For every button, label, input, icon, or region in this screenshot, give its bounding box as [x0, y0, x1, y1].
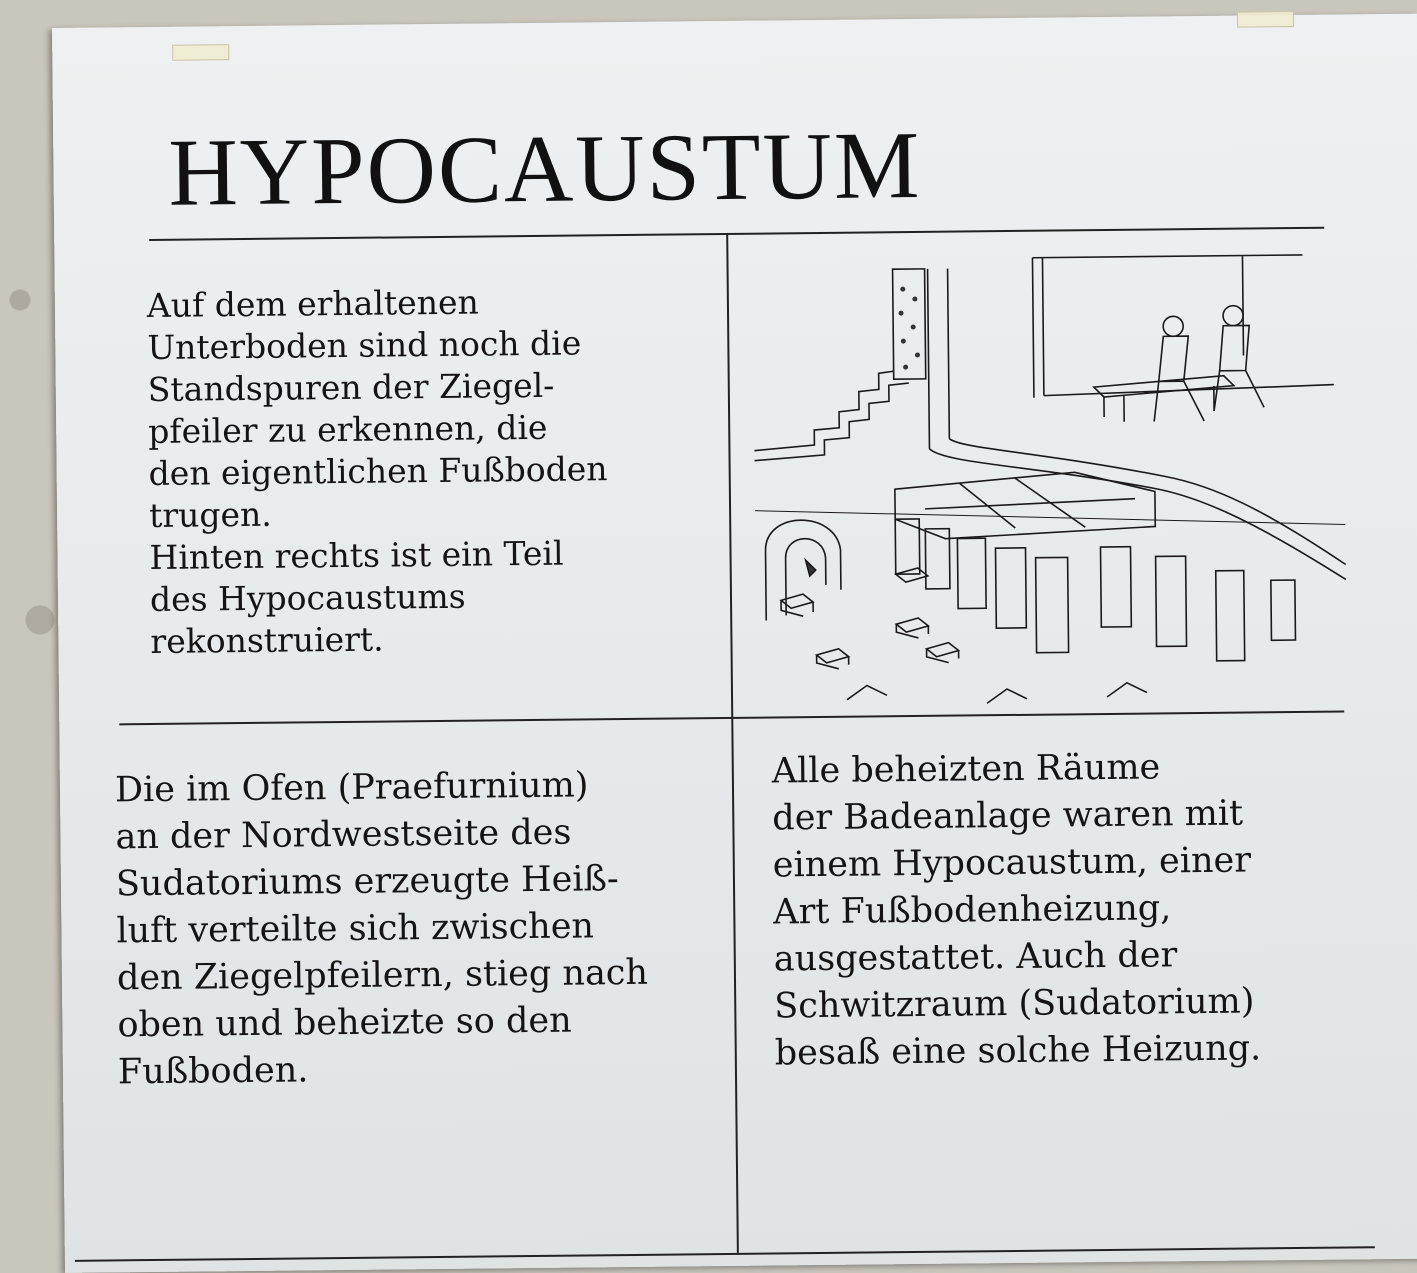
- bottom-rule: [75, 1246, 1375, 1262]
- tape-strip-left: [172, 44, 229, 61]
- tape-strip-right: [1237, 11, 1294, 28]
- vertical-divider: [726, 233, 739, 1253]
- panel-bottom-right-text: Alle beheizten Räume der Badeanlage waren mit einem Hypocaustum, einer Art Fußbodenheizung, ausgestattet. Auch der Schwitzraum (Sudatorium) besaß eine solche Heizung.: [771, 747, 1262, 1074]
- hypocaust-illustration: [742, 234, 1351, 710]
- info-sign: [52, 14, 1417, 1273]
- panel-bottom-left-text: Die im Ofen (Praefurnium) an der Nordwestseite des Sudatoriums erzeugte Heiß- luft verteilte sich zwischen den Ziegelpfeilern, stieg nach oben und beheizte so den Fußboden.: [114, 765, 649, 1093]
- panel-top-left-text: Auf dem erhaltenen Unterboden sind noch die Standspuren der Ziegel- pfeiler zu erkennen, die den eigentlichen Fußboden trugen. Hinten rechts ist ein Teil des Hypocaustums rekonstruiert.: [146, 282, 608, 662]
- sign-title: HYPOCAUSTUM: [167, 110, 922, 226]
